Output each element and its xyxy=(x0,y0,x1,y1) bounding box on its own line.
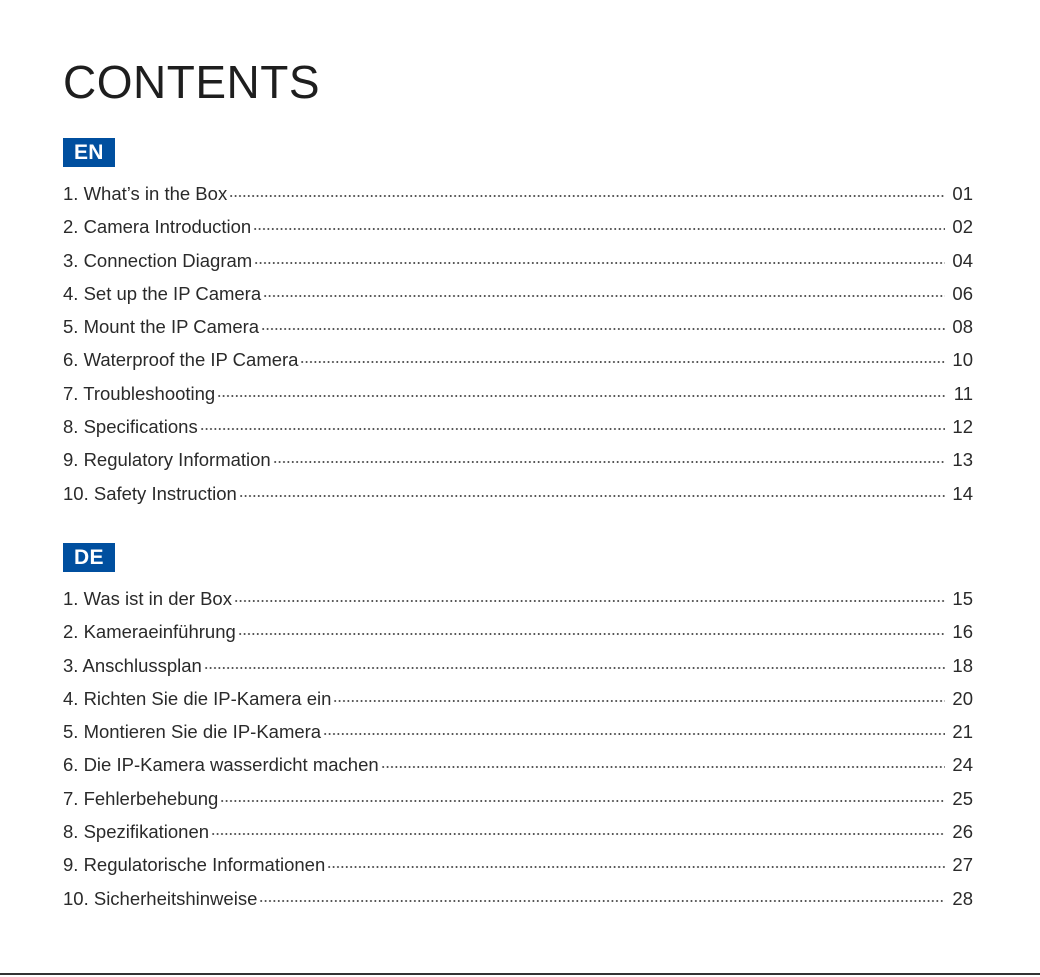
toc-item-page: 08 xyxy=(952,316,973,338)
toc-item-page: 12 xyxy=(952,416,973,438)
toc-item-label: 4. Set up the IP Camera xyxy=(63,282,262,304)
toc-item-label: 1. What’s in the Box xyxy=(63,183,228,204)
toc-item-page: 02 xyxy=(952,216,973,238)
toc-item-label: 6. Die IP-Kamera wasserdicht machen xyxy=(63,754,379,776)
toc-item-page: 25 xyxy=(952,787,973,809)
dot-leader xyxy=(323,718,945,738)
dot-leader xyxy=(217,380,945,400)
toc-item-label: 5. Montieren Sie die IP-Kamera xyxy=(63,721,322,743)
toc-item-label: 3. Connection Diagram xyxy=(63,249,253,271)
toc-item-page: 01 xyxy=(952,183,973,204)
toc-item-label: 9. Regulatory Information xyxy=(63,449,271,471)
dot-leader xyxy=(200,413,945,433)
toc-item-page: 21 xyxy=(952,721,973,743)
dot-leader xyxy=(238,618,945,638)
toc-item-label: 7. Fehlerbehebung xyxy=(63,787,219,809)
toc-item-page: 16 xyxy=(952,621,973,643)
toc-item[interactable] xyxy=(63,785,973,818)
toc-item-label: 3. Anschlussplan xyxy=(63,654,202,676)
toc-item-label: 8. Specifications xyxy=(63,416,198,438)
toc-item[interactable] xyxy=(63,751,973,784)
toc-item-page: 13 xyxy=(952,449,973,471)
dot-leader xyxy=(253,213,945,233)
toc-item[interactable] xyxy=(63,585,973,618)
toc-item[interactable] xyxy=(63,446,973,479)
language-badge-en: EN xyxy=(63,138,115,167)
toc-item-label: 8. Spezifikationen xyxy=(63,821,210,843)
dot-leader xyxy=(261,313,945,333)
toc-item[interactable] xyxy=(63,851,973,884)
toc-item-label: 7. Troubleshooting xyxy=(63,382,216,404)
toc-item[interactable] xyxy=(63,247,973,280)
dot-leader xyxy=(381,751,945,771)
toc-item[interactable] xyxy=(63,313,973,346)
toc-item[interactable] xyxy=(63,346,973,379)
dot-leader xyxy=(273,446,945,466)
toc-item[interactable] xyxy=(63,652,973,685)
toc-item[interactable] xyxy=(63,280,973,313)
dot-leader xyxy=(211,818,945,838)
dot-leader xyxy=(239,480,945,500)
toc-item-label: 10. Safety Instruction xyxy=(63,482,237,504)
page-title: CONTENTS xyxy=(63,56,320,108)
dot-leader xyxy=(204,652,945,672)
toc-item-page: 28 xyxy=(952,887,973,909)
toc-item[interactable] xyxy=(63,618,973,651)
toc-item-label: 1. Was ist in der Box xyxy=(63,588,232,609)
toc-item-page: 24 xyxy=(952,754,973,776)
dot-leader xyxy=(254,247,945,267)
toc-item-label: 2. Kameraeinführung xyxy=(63,621,236,643)
toc-item-page: 15 xyxy=(952,588,973,609)
section-de xyxy=(63,543,973,909)
toc-item-page: 06 xyxy=(952,282,973,304)
toc-item-label: 5. Mount the IP Camera xyxy=(63,316,260,338)
toc-list-en xyxy=(63,180,973,513)
toc-item-page: 14 xyxy=(952,482,973,504)
toc-item-label: 4. Richten Sie die IP-Kamera ein xyxy=(63,687,332,709)
toc-item-page: 27 xyxy=(952,854,973,876)
toc-item-label: 6. Waterproof the IP Camera xyxy=(63,349,299,371)
dot-leader xyxy=(333,685,945,705)
dot-leader xyxy=(263,280,945,300)
toc-item-page: 26 xyxy=(952,821,973,843)
toc-item[interactable] xyxy=(63,818,973,851)
dot-leader xyxy=(327,851,945,871)
toc-item[interactable] xyxy=(63,685,973,718)
toc-item[interactable] xyxy=(63,885,973,918)
toc-item[interactable] xyxy=(63,480,973,513)
toc-item-label: 9. Regulatorische Informationen xyxy=(63,854,326,876)
toc-item[interactable] xyxy=(63,718,973,751)
dot-leader xyxy=(234,585,945,605)
dot-leader xyxy=(300,346,945,366)
toc-item-page: 18 xyxy=(952,654,973,676)
language-badge-de: DE xyxy=(63,543,115,572)
toc-item[interactable] xyxy=(63,180,973,213)
toc-list-de xyxy=(63,585,973,918)
dot-leader xyxy=(229,180,945,200)
toc-item[interactable] xyxy=(63,380,973,413)
toc-item-page: 04 xyxy=(952,249,973,271)
toc-item-page: 20 xyxy=(952,687,973,709)
toc-item[interactable] xyxy=(63,213,973,246)
dot-leader xyxy=(259,885,945,905)
toc-item-page: 11 xyxy=(953,382,973,404)
toc-item-label: 10. Sicherheitshinweise xyxy=(63,887,258,909)
toc-item-page: 10 xyxy=(952,349,973,371)
bottom-divider xyxy=(0,973,1040,975)
section-en xyxy=(63,138,973,504)
toc-item-label: 2. Camera Introduction xyxy=(63,216,252,238)
toc-item[interactable] xyxy=(63,413,973,446)
dot-leader xyxy=(220,785,945,805)
